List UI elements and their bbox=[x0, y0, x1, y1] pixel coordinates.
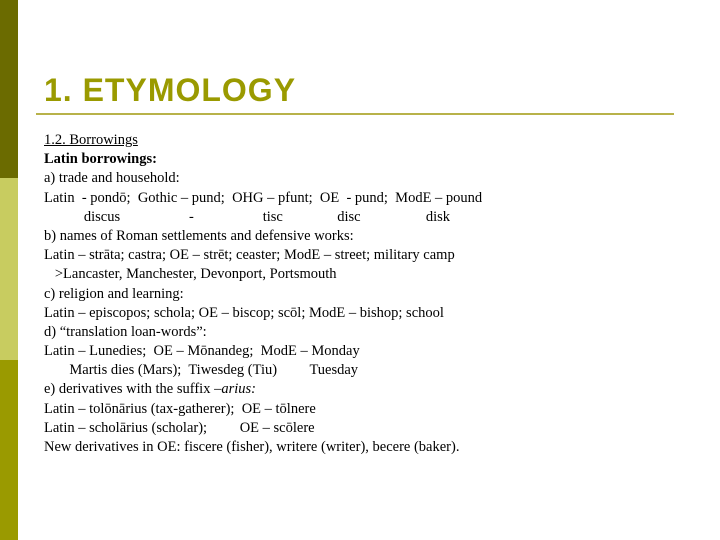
slide-body bbox=[44, 131, 684, 457]
item-c-line-1: Latin – episcopos; schola; OE – biscop; scōl; ModE – bishop; school bbox=[44, 304, 444, 321]
item-e-line-3: New derivatives in OE: fiscere (fisher), writere (writer), becere (baker). bbox=[44, 439, 460, 455]
title-divider bbox=[36, 113, 674, 115]
sidebar-bar-top bbox=[0, 0, 18, 178]
slide-title: 1. ETYMOLOGY bbox=[44, 72, 297, 108]
item-d-label: d) “translation loan-words”: bbox=[44, 323, 207, 340]
borrowings-heading: Latin borrowings: bbox=[44, 151, 157, 168]
item-a-line-2: discus - tisc disc disk bbox=[44, 208, 450, 225]
sidebar-bar-middle bbox=[0, 178, 18, 360]
item-d-line-2: Martis dies (Mars); Tiwesdeg (Tiu) Tuesday bbox=[44, 362, 359, 379]
item-d-line-1: Latin – Lunedies; OE – Mōnandeg; ModE – Monday bbox=[44, 343, 360, 360]
item-c-label: c) religion and learning: bbox=[44, 285, 184, 302]
sidebar-bar-bottom bbox=[0, 360, 18, 540]
section-heading: 1.2. Borrowings bbox=[44, 132, 138, 148]
item-b-line-2: >Lancaster, Manchester, Devonport, Portsmouth bbox=[44, 266, 337, 283]
item-a-line-1: Latin - pondō; Gothic – pund; OHG – pfunt; OE - pund; ModE – pound bbox=[44, 189, 483, 206]
item-e-label bbox=[44, 380, 684, 399]
item-a-label: a) trade and household: bbox=[44, 170, 180, 187]
item-b-label: b) names of Roman settlements and defensive works: bbox=[44, 227, 354, 244]
item-e-line-1: Latin – tolōnārius (tax-gatherer); OE – tōlnere bbox=[44, 400, 316, 417]
item-e-label-suffix: arius: bbox=[221, 381, 256, 398]
item-e-line-2: Latin – scholārius (scholar); OE – scōlere bbox=[44, 419, 315, 436]
item-b-line-1: Latin – strāta; castra; OE – strēt; ceaster; ModE – street; military camp bbox=[44, 247, 455, 264]
item-e-label-prefix: e) derivatives with the suffix – bbox=[44, 381, 222, 398]
